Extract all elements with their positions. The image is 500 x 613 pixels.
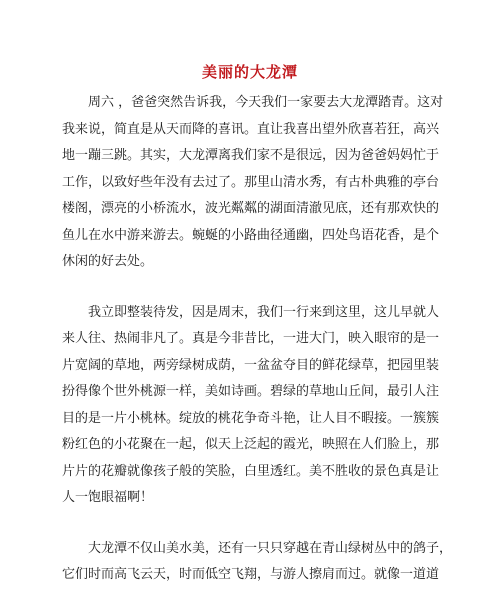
text-line: 地一蹦三跳。其实，大龙潭离我们家不是很远，因为爸爸妈妈忙于 [62, 148, 440, 163]
text-line: 片片的花瓣就像孩子般的笑脸，白里透红。美不胜收的景色真是让 [62, 463, 440, 479]
text-line: 我立即整装待发，因是周末，我们一行来到这里，这儿早就人 [88, 304, 440, 320]
paragraph-1 [62, 90, 444, 276]
text-line: 楼阁，漂亮的小桥流水，波光粼粼的湖面清澈见底，还有那欢快的 [62, 201, 440, 216]
paragraph-2 [62, 300, 440, 512]
document-title: 美丽的大龙潭 [201, 63, 298, 81]
text-line: 它们时而高飞云天，时而低空飞翔，与游人擦肩而过。就像一道道 [62, 567, 440, 582]
text-line: 周六 ，爸爸突然告诉我，今天我们一家要去大龙潭踏青。这对 [88, 95, 444, 110]
text-line: 休闲的好去处。 [62, 254, 154, 269]
text-line: 人一饱眼福啊！ [62, 490, 154, 505]
text-line: 目的是一片小桃林。绽放的桃花争奇斗艳，让人目不暇接。一簇簇 [62, 410, 440, 426]
text-line: 工作，以致好些年没有去过了。那里山清水秀，有古朴典雅的亭台 [62, 174, 440, 190]
document-body [62, 90, 453, 613]
text-line: 我来说，简直是从天而降的喜讯。直让我喜出望外欣喜若狂，高兴 [62, 121, 440, 137]
text-line: 来人往、热闹非凡了。真是今非昔比，一进大门，映入眼帘的是一 [62, 331, 440, 346]
text-line: 鱼儿在水中游来游去。蜿蜒的小路曲径通幽，四处鸟语花香，是个 [62, 227, 440, 243]
text-line: 粉红色的小花聚在一起，似天上泛起的霞光，映照在人们脸上，那 [62, 437, 440, 452]
text-line: 扮得像个世外桃源一样，美如诗画。碧绿的草地山丘间，最引人注 [62, 384, 440, 399]
text-line: 大龙潭不仅山美水美，还有一只只穿越在青山绿树丛中的鸽子， [88, 540, 453, 556]
text-line: 片宽阔的草地，两旁绿树成荫，一盆盆夺目的鲜花绿草，把园里装 [62, 357, 440, 373]
paragraph-3 [62, 536, 453, 589]
